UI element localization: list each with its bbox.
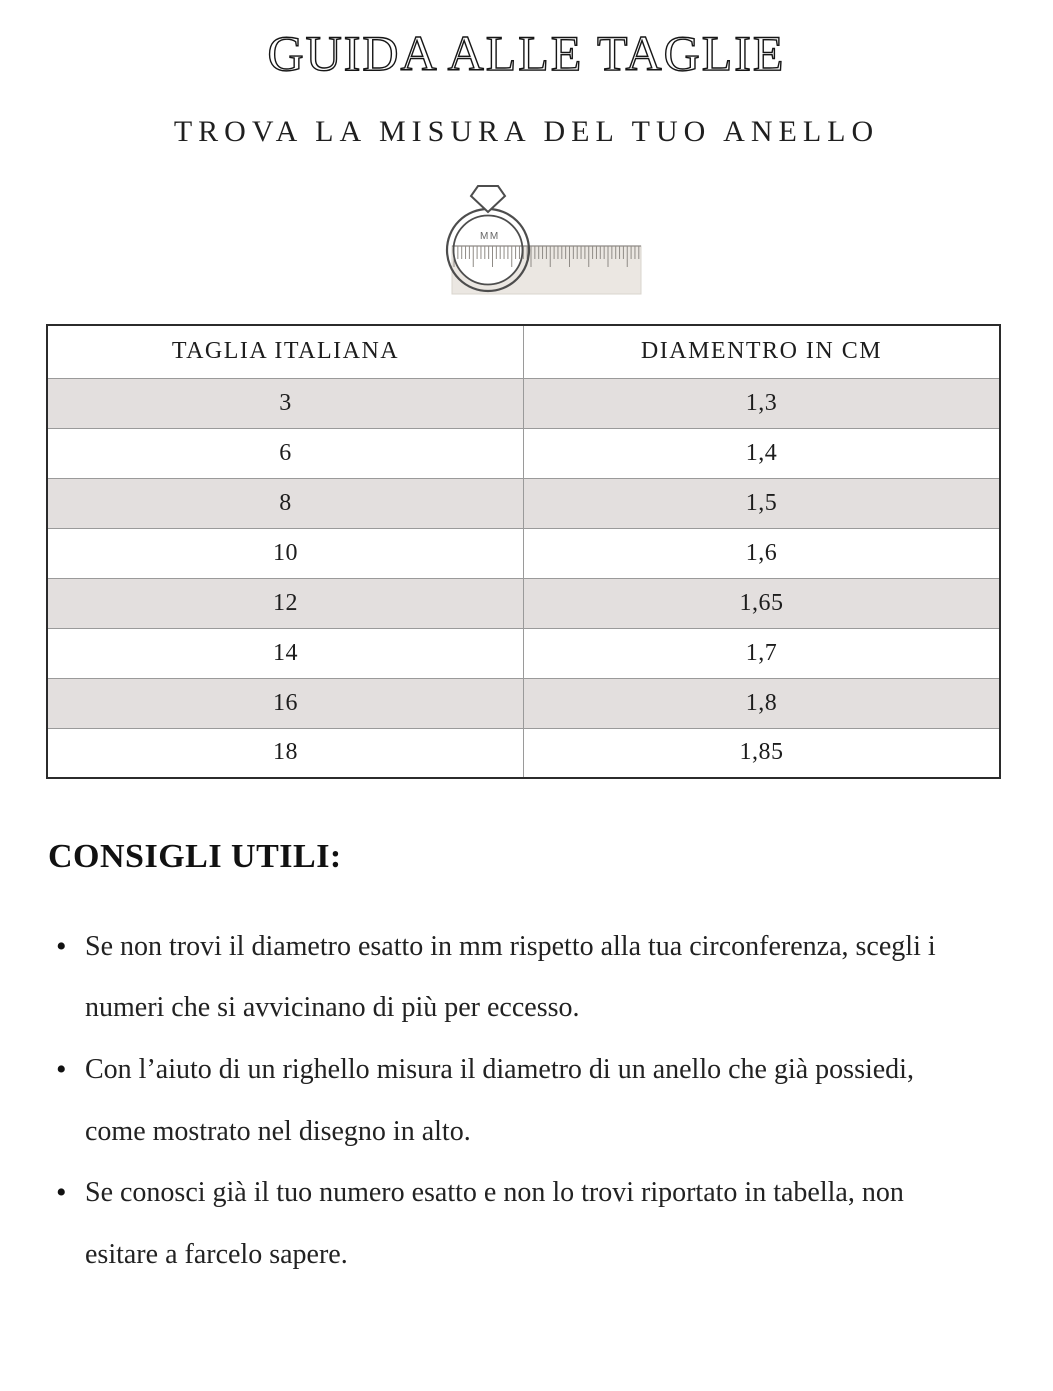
- size-table-body: [47, 378, 1000, 778]
- table-row: [47, 628, 1000, 678]
- cell-diametro: 1,7: [524, 628, 1001, 678]
- table-row: [47, 528, 1000, 578]
- cell-taglia: 16: [47, 678, 524, 728]
- cell-diametro: 1,6: [524, 528, 1001, 578]
- cell-diametro: 1,5: [524, 478, 1001, 528]
- cell-diametro: 1,3: [524, 378, 1001, 428]
- tip-item-3: • Se conosci già il tuo numero esatto e non lo trovi riportato in tabella, non esitare a farcelo sapere.: [48, 1162, 978, 1285]
- header-row: [47, 325, 1000, 378]
- column-header-taglia-italiana: TAGLIA ITALIANA: [47, 325, 524, 378]
- size-guide-page: [0, 26, 1053, 1285]
- cell-taglia: 8: [47, 478, 524, 528]
- column-header-diametro-cm: DIAMENTRO IN CM: [524, 325, 1001, 378]
- tips-list: [0, 916, 980, 1286]
- cell-taglia: 6: [47, 428, 524, 478]
- tips-heading: CONSIGLI UTILI:: [48, 838, 342, 875]
- table-row: [47, 728, 1000, 778]
- table-row: [47, 478, 1000, 528]
- page-subtitle: TROVA LA MISURA DEL TUO ANELLO: [173, 115, 880, 148]
- table-row: [47, 378, 1000, 428]
- ring-on-ruler-illustration: [442, 181, 642, 301]
- table-row: [47, 428, 1000, 478]
- size-table-header: [47, 325, 1000, 378]
- cell-taglia: 18: [47, 728, 524, 778]
- cell-taglia: 3: [47, 378, 524, 428]
- ring-ruler-svg: [442, 181, 642, 301]
- cell-diametro: 1,65: [524, 578, 1001, 628]
- tip-item-2: • Con l’aiuto di un righello misura il diametro di un anello che già possiedi, come mostrato nel disegno in alto.: [48, 1039, 978, 1162]
- cell-taglia: 12: [47, 578, 524, 628]
- page-title: GUIDA ALLE TAGLIE: [267, 25, 786, 81]
- size-table: [46, 324, 1001, 779]
- tip-item-1: • Se non trovi il diametro esatto in mm rispetto alla tua circonferenza, scegli i numeri che si avvicinano di più per eccesso.: [48, 916, 978, 1039]
- cell-taglia: 14: [47, 628, 524, 678]
- ruler-mm-label: MM: [479, 231, 500, 242]
- cell-diametro: 1,85: [739, 739, 784, 766]
- cell-diametro: 1,4: [524, 428, 1001, 478]
- table-row: [47, 678, 1000, 728]
- cell-taglia: 10: [47, 528, 524, 578]
- table-row: [47, 578, 1000, 628]
- cell-diametro: 1,8: [524, 678, 1001, 728]
- diamond-icon: [471, 186, 505, 212]
